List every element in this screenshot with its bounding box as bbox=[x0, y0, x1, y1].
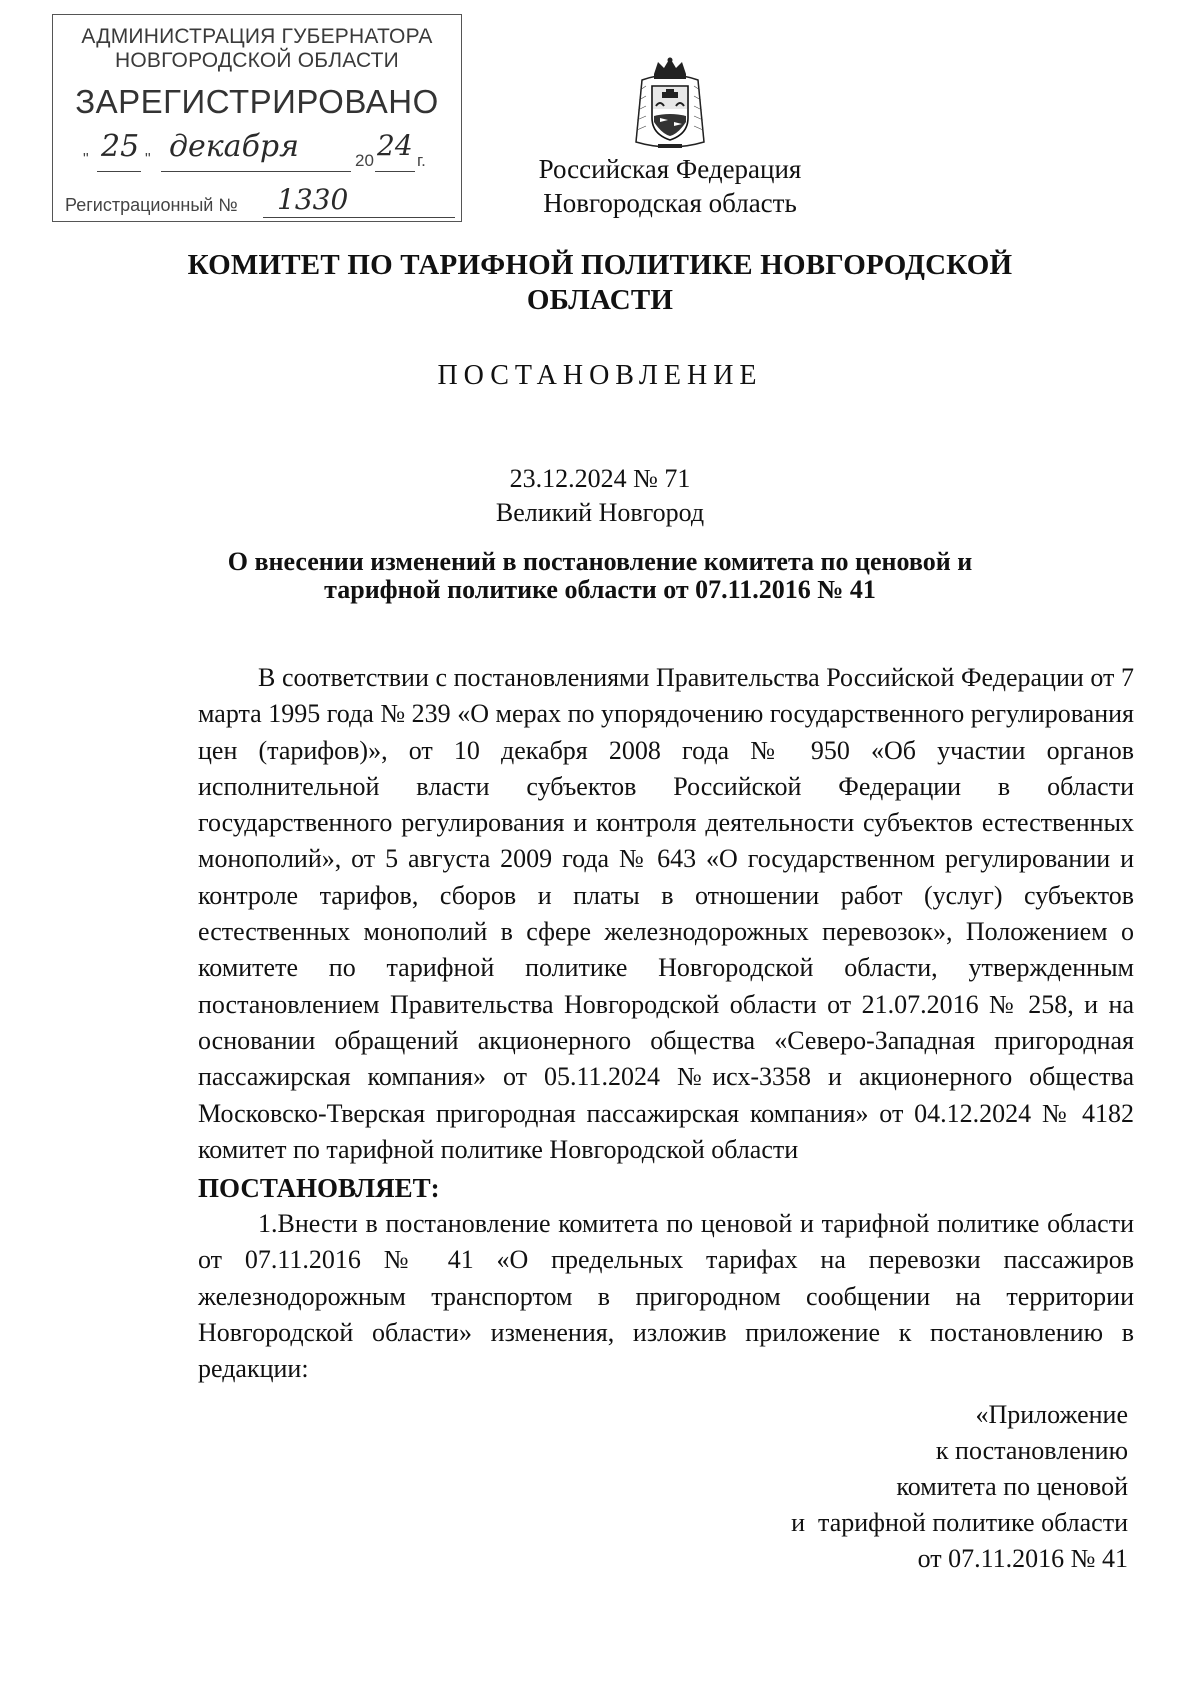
stamp-org-line1: АДМИНИСТРАЦИЯ ГУБЕРНАТОРА bbox=[81, 25, 433, 48]
stamp-reg-number: 1330 bbox=[277, 183, 349, 216]
resolves-heading: ПОСТАНОВЛЯЕТ: bbox=[198, 1173, 440, 1204]
document-date-number bbox=[400, 462, 800, 530]
stamp-organization bbox=[53, 25, 461, 73]
document-type: ПОСТАНОВЛЕНИЕ bbox=[437, 360, 763, 391]
novgorod-coat-of-arms-icon bbox=[632, 56, 708, 152]
stamp-year-suffix: 24 bbox=[377, 129, 413, 162]
clause-1-paragraph: 1.Внести в постановление комитета по ценовой и тарифной политике области от 07.11.2016 № 41 «О предельных тарифах на перевозки пассажиров железнодорожным транспортом в пригородном сообщении на территории Новгородской области» изменения, изложив приложение к постановлению в редакции: bbox=[198, 1209, 1134, 1384]
appendix-line1: «Приложение bbox=[975, 1400, 1128, 1429]
stamp-day: 25 bbox=[101, 129, 140, 164]
preamble-paragraph: В соответствии с постановлениями Правительства Российской Федерации от 7 марта 1995 года № 239 «О мерах по упорядочению государственного регулирования цен (тарифов)», от 10 декабря 2008 года № 950 «Об участии органов исполнительной власти субъектов Российской Федерации в области государственного регулирования и контроля деятельности субъектов естественных монополий», от 5 августа 2009 года № 643 «О государственном регулировании и контроле тарифов, сборов и платы в отношении работ (услуг) субъектов естественных монополий в сфере железнодорожных перевозок», Положением о комитете по тарифной политике Новгородской области, утвержденным постановлением Правительства Новгородской области от 21.07.2016 № 258, и на основании обращений акционерного общества «Северо-Западная пригородная пассажирская компания» от 05.11.2024 №исх-3358 и акционерного общества Московско-Тверская пригородная пассажирская компания» от 04.12.2024 № 4182 комитет по тарифной политике Новгородской области bbox=[198, 663, 1134, 1164]
document-subject-line1: О внесении изменений в постановление комитета по ценовой и bbox=[227, 547, 973, 576]
appendix-line4: и тарифной политике области bbox=[791, 1508, 1128, 1537]
stamp-registration-number bbox=[65, 183, 455, 217]
registration-stamp bbox=[52, 14, 462, 222]
stamp-date: " 25 " декабря 20 24 г. bbox=[83, 129, 426, 170]
stamp-year-mark: г. bbox=[417, 151, 426, 170]
federation-line1: Российская Федерация bbox=[538, 154, 802, 184]
appendix-reference bbox=[628, 1397, 1128, 1577]
document-body bbox=[198, 660, 1134, 1388]
appendix-line3: комитета по ценовой bbox=[896, 1472, 1128, 1501]
committee-title bbox=[150, 248, 1050, 318]
document-subject bbox=[170, 548, 1030, 604]
appendix-line5: от 07.11.2016 № 41 bbox=[917, 1544, 1128, 1573]
committee-title-line1: КОМИТЕТ ПО ТАРИФНОЙ ПОЛИТИКЕ НОВГОРОДСКОЙ bbox=[187, 249, 1013, 281]
stamp-registered-label: ЗАРЕГИСТРИРОВАНО bbox=[75, 83, 439, 120]
stamp-org-line2: НОВГОРОДСКОЙ ОБЛАСТИ bbox=[115, 49, 399, 72]
federation-line2: Новгородская область bbox=[543, 188, 797, 218]
stamp-month: декабря bbox=[169, 129, 299, 164]
committee-title-line2: ОБЛАСТИ bbox=[526, 284, 674, 316]
document-subject-line2: тарифной политике области от 07.11.2016 № 41 bbox=[324, 575, 876, 604]
appendix-line2: к постановлению bbox=[935, 1436, 1128, 1465]
stamp-reg-label: Регистрационный № bbox=[65, 195, 238, 215]
document-city: Великий Новгород bbox=[495, 498, 705, 527]
stamp-year-prefix: 20 bbox=[355, 151, 374, 170]
federation-header bbox=[470, 152, 870, 220]
document-date: 23.12.2024 № 71 bbox=[509, 464, 691, 493]
